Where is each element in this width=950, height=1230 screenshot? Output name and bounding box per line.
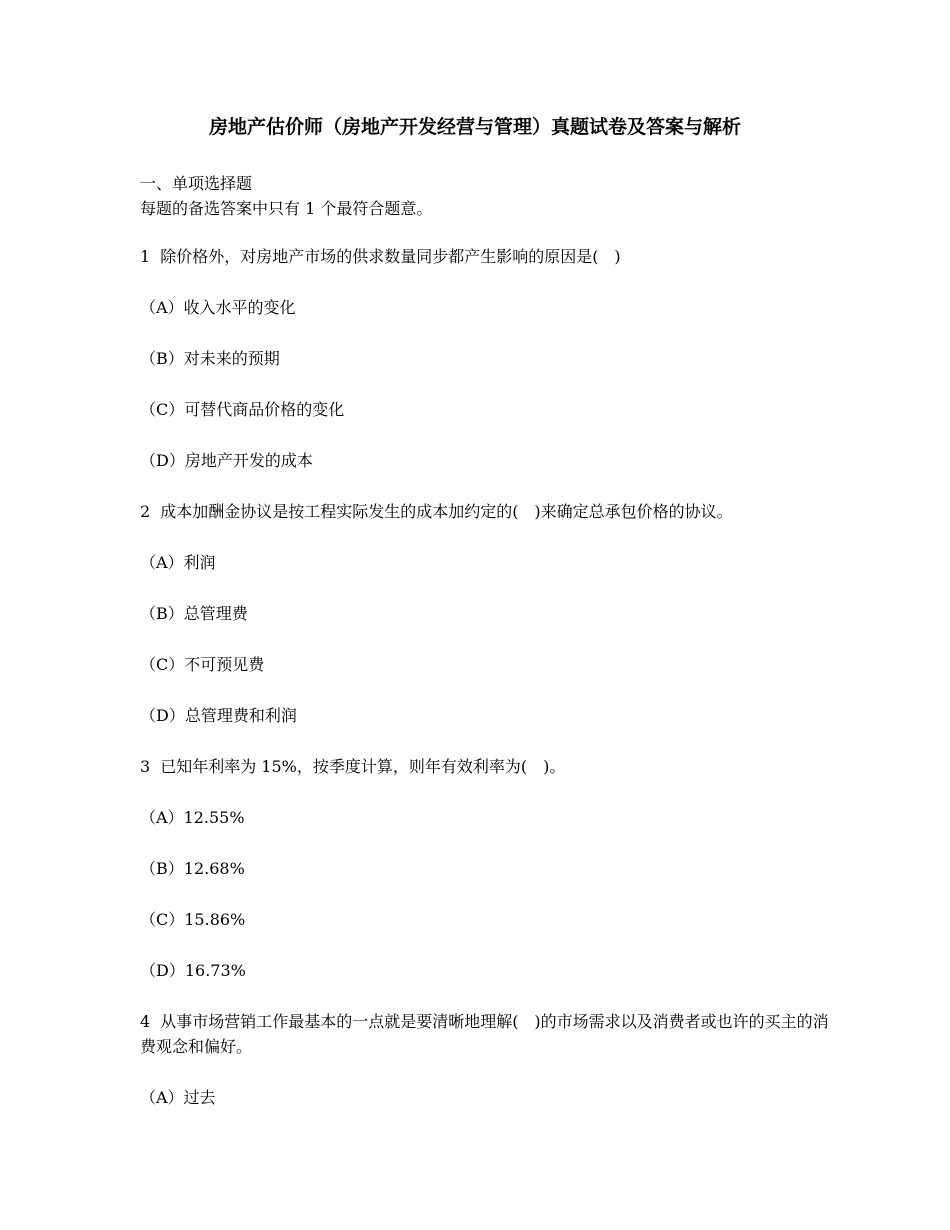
question-3-option-c: （C）15.86% — [140, 910, 246, 929]
question-3-option-b: （B）12.68% — [140, 859, 245, 878]
section-intro — [140, 171, 840, 221]
question-number: 4 — [140, 1012, 151, 1031]
question-number: 2 — [140, 502, 151, 521]
question-2 — [140, 499, 830, 524]
question-4-option-a: （A）过去 — [140, 1088, 216, 1107]
question-3-option-d: （D）16.73% — [140, 961, 246, 980]
question-text: 已知年利率为 15%，按季度计算，则年有效利率为( )。 — [160, 757, 566, 776]
question-3-option-a: （A）12.55% — [140, 808, 245, 827]
question-2-option-a: （A）利润 — [140, 553, 216, 572]
section-instruction: 每题的备选答案中只有 1 个最符合题意。 — [140, 199, 433, 218]
question-1 — [140, 244, 830, 269]
question-number: 3 — [140, 757, 151, 776]
section-heading: 一、单项选择题 — [140, 174, 253, 193]
question-3 — [140, 754, 830, 779]
question-1-option-a: （A）收入水平的变化 — [140, 298, 296, 317]
question-number: 1 — [140, 247, 151, 266]
question-1-option-c: （C）可替代商品价格的变化 — [140, 400, 345, 419]
question-4 — [140, 1009, 830, 1059]
document-title: 房地产估价师（房地产开发经营与管理）真题试卷及答案与解析 — [208, 116, 741, 138]
question-2-option-b: （B）总管理费 — [140, 604, 248, 623]
question-list — [140, 244, 830, 1136]
question-1-option-d: （D）房地产开发的成本 — [140, 451, 313, 470]
question-text: 从事市场营销工作最基本的一点就是要清晰地理解( )的市场需求以及消费者或也许的买主的消费观念和偏好。 — [140, 1012, 829, 1056]
question-1-option-b: （B）对未来的预期 — [140, 349, 280, 368]
question-text: 成本加酬金协议是按工程实际发生的成本加约定的( )来确定总承包价格的协议。 — [160, 502, 733, 521]
question-2-option-d: （D）总管理费和利润 — [140, 706, 297, 725]
question-text: 除价格外，对房地产市场的供求数量同步都产生影响的原因是( ) — [160, 247, 621, 266]
question-2-option-c: （C）不可预见费 — [140, 655, 265, 674]
